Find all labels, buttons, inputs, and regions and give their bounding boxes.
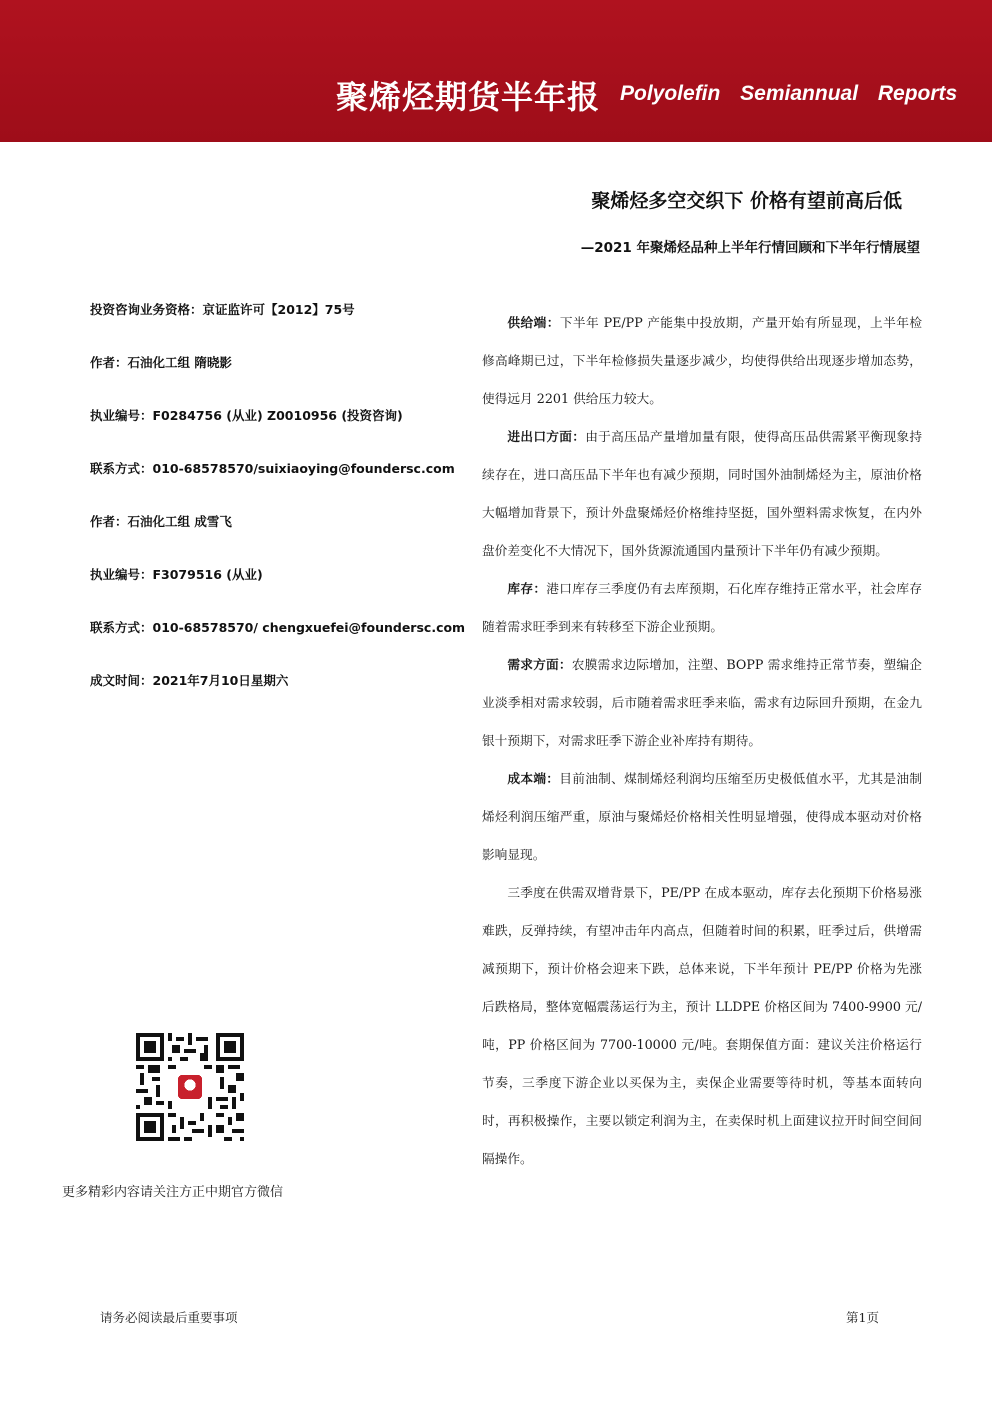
paragraph-lead: 库存： — [507, 581, 547, 596]
report-summary-body — [482, 304, 922, 1178]
header-title-en: Polyolefin Semiannual Reports — [620, 82, 958, 105]
paragraph-text: 目前油制、煤制烯烃利润均压缩至历史极低值水平，尤其是油制烯烃利润压缩严重，原油与聚烯烃价格相关性明显增强，使得成本驱动对价格影响显现。 — [482, 771, 923, 862]
paragraph-text: 由于高压品产量增加量有限，使得高压品供需紧平衡现象持续存在，进口高压品下半年也有减少预期，同时国外油制烯烃为主，原油价格大幅增加背景下，预计外盘聚烯烃价格维持坚挺，国外塑料需求恢复，在内外盘价差变化不大情况下，国外货源流通国内量预计下半年仍有减少预期。 — [482, 429, 923, 558]
report-subtitle: —2021 年聚烯烃品种上半年行情回顾和下半年行情展望 — [580, 240, 920, 256]
page-number: 第1页 — [846, 1310, 879, 1325]
author-line-1: 作者：石油化工组 隋晓影 — [90, 355, 232, 370]
paragraph-lead: 成本端： — [507, 771, 560, 786]
report-title: 聚烯烃多空交织下 价格有望前高后低 — [591, 190, 902, 212]
paragraph-text: 农膜需求边际增加，注塑、BOPP 需求维持正常节奏，塑编企业淡季相对需求较弱，后市随着需求旺季来临，需求有边际回升预期，在金九银十预期下，对需求旺季下游企业补库持有期待。 — [482, 657, 922, 748]
paragraph-cost — [482, 760, 922, 874]
qr-code-icon — [136, 1033, 244, 1141]
paragraph-text: 三季度在供需双增背景下，PE/PP 在成本驱动，库存去化预期下价格易涨难跌，反弹持续，有望冲击年内高点，但随着时间的积累，旺季过后，供增需减预期下，预计价格会迎来下跌，总体来说，下半年预计 PE/PP 价格为先涨后跌格局，整体宽幅震荡运行为主，预计 LLDPE 价格区间为 7400-9900 元/吨，PP 价格区间为 7700-10000 元/吨。套期保值方面：建议关注价格运行节奏，三季度下游企业以买保为主，卖保企业需要等待时机，等基本面转向时，再积极操作，主要以锁定利润为主，在卖保时机上面建议拉开时间空间间隔操作。 — [482, 885, 922, 1166]
paragraph-import-export — [482, 418, 922, 570]
footer-notice: 请务必阅读最后重要事项 — [100, 1310, 238, 1325]
paragraph-text: 下半年 PE/PP 产能集中投放期，产量开始有所显现，上半年检修高峰期已过，下半年检修损失量逐步减少，均使得供给出现逐步增加态势，使得远月 2201 供给压力较大。 — [482, 315, 923, 406]
paragraph-demand — [482, 646, 922, 760]
paragraph-lead: 进出口方面： — [507, 429, 586, 444]
contact-line-2: 联系方式：010-68578570/ chengxuefei@foundersc.com — [90, 620, 466, 635]
paragraph-text: 港口库存三季度仍有去库预期，石化库存维持正常水平，社会库存随着需求旺季到来有转移至下游企业预期。 — [482, 581, 923, 634]
license-line-2: 执业编号：F3079516 (从业) — [90, 567, 263, 582]
paragraph-outlook — [482, 874, 922, 1178]
author-line-2: 作者：石油化工组 成雪飞 — [90, 514, 232, 529]
paragraph-inventory — [482, 570, 922, 646]
paragraph-supply — [482, 304, 922, 418]
qualification-line: 投资咨询业务资格：京证监许可【2012】75号 — [90, 302, 355, 317]
license-line-1: 执业编号：F0284756 (从业) Z0010956 (投资咨询) — [90, 408, 403, 423]
date-line: 成文时间：2021年7月10日星期六 — [90, 673, 289, 688]
qr-caption: 更多精彩内容请关注方正中期官方微信 — [62, 1185, 284, 1200]
report-header-banner — [0, 0, 992, 142]
paragraph-lead: 需求方面： — [507, 657, 572, 672]
author-info-panel — [90, 300, 470, 724]
header-title-cn: 聚烯烃期货半年报 — [336, 78, 601, 116]
contact-line-1: 联系方式：010-68578570/suixiaoying@foundersc.com — [90, 461, 455, 476]
paragraph-lead: 供给端： — [507, 315, 560, 330]
